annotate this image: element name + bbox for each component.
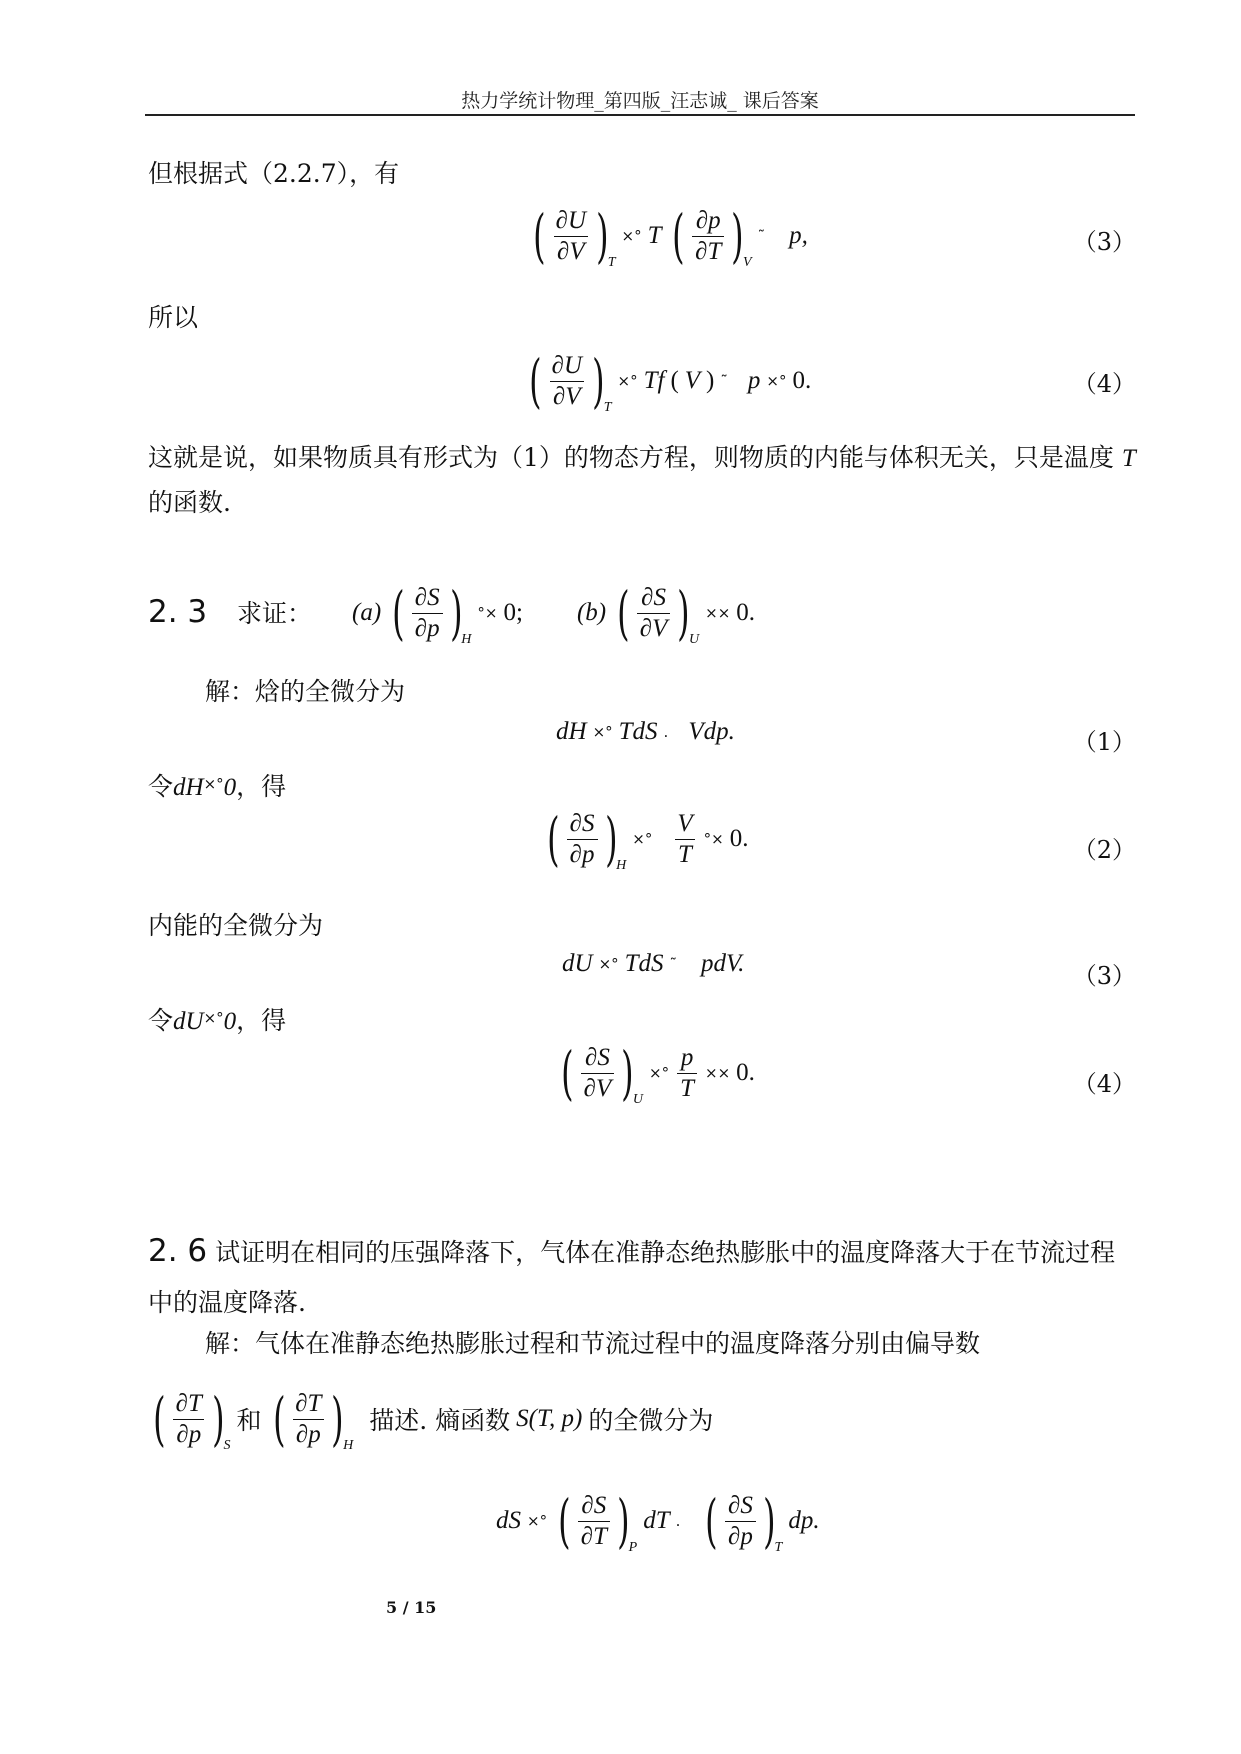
- solution-2-6: 解：气体在准静态绝热膨胀过程和节流过程中的温度降落分别由偏导数: [205, 1329, 981, 1358]
- equation-number-b2: （2）: [1072, 836, 1136, 864]
- equation-dS: dS ×° ( $\frac{\partial S}{\partial T}$ ) P dT . ( $\frac{\partial S}{\partial p}$ ) T dp.: [496, 1487, 820, 1555]
- let-dH-line: 令dH×°0，得: [148, 772, 287, 801]
- paragraph-2: 所以: [148, 303, 199, 332]
- section-2-3-claims: (a) ( $\frac{\partial S}{\partial p}$ ) H °× 0; (b) ( $\frac{\partial S}{\partial V}$ ) U ×× 0.: [352, 579, 756, 647]
- solution-intro: 解：焓的全微分为: [205, 677, 406, 706]
- equation-b1: dH ×° TdS . Vdp.: [556, 718, 735, 745]
- equation-number-3: （3）: [1072, 228, 1136, 256]
- equation-number-b4: （4）: [1072, 1070, 1136, 1098]
- symbol-T: T: [1121, 445, 1136, 472]
- equation-number-b1: （1）: [1072, 728, 1136, 756]
- equation-number-b3: （3）: [1072, 962, 1136, 990]
- let-dU-line: 令dU×°0，得: [148, 1006, 287, 1035]
- equation-b3: dU ×° TdS ˜ pdV.: [562, 950, 745, 977]
- equation-b4: ( $\frac{\partial S}{\partial V}$ ) U ×° $\frac{p}{T}$ ×× 0.: [561, 1039, 755, 1107]
- section-2-3-heading: 2. 3 求证：: [148, 594, 313, 630]
- equation-3: ( $\frac{\partial U}{\partial V}$ ) T ×° T ( $\frac{\partial p}{\partial T}$ ) V ˜ p,: [533, 202, 808, 270]
- equation-number-4: （4）: [1072, 370, 1136, 398]
- equation-4: ( $\frac{\partial U}{\partial V}$ ) T ×° Tf ( V ) ˜ p ×° 0.: [529, 347, 812, 415]
- running-header: 热力学统计物理_第四版_汪志诚_ 课后答案: [461, 90, 819, 112]
- section-2-6: 2. 6 试证明在相同的压强降落下，气体在准静态绝热膨胀中的温度降落大于在节流过程中的温度降落.: [148, 1233, 1116, 1317]
- paragraph-1: 但根据式（2.2.7），有: [148, 159, 400, 188]
- derivatives-description: ( $\frac{\partial T}{\partial p}$ ) S 和 ( $\frac{\partial T}{\partial p}$ ) H 描述. 熵函数 S(T, p) 的全微分为: [153, 1385, 714, 1453]
- equation-b2: ( $\frac{\partial S}{\partial p}$ ) H ×° $\frac{V}{T}$ °× 0.: [547, 805, 749, 873]
- paragraph-3: 这就是说，如果物质具有形式为（1）的物态方程，则物质的内能与体积无关，只是温度 T 的函数.: [148, 443, 1136, 517]
- page-number: 5 / 15: [386, 1598, 437, 1617]
- header-rule: [145, 114, 1135, 116]
- paragraph-internal-energy: 内能的全微分为: [148, 911, 324, 940]
